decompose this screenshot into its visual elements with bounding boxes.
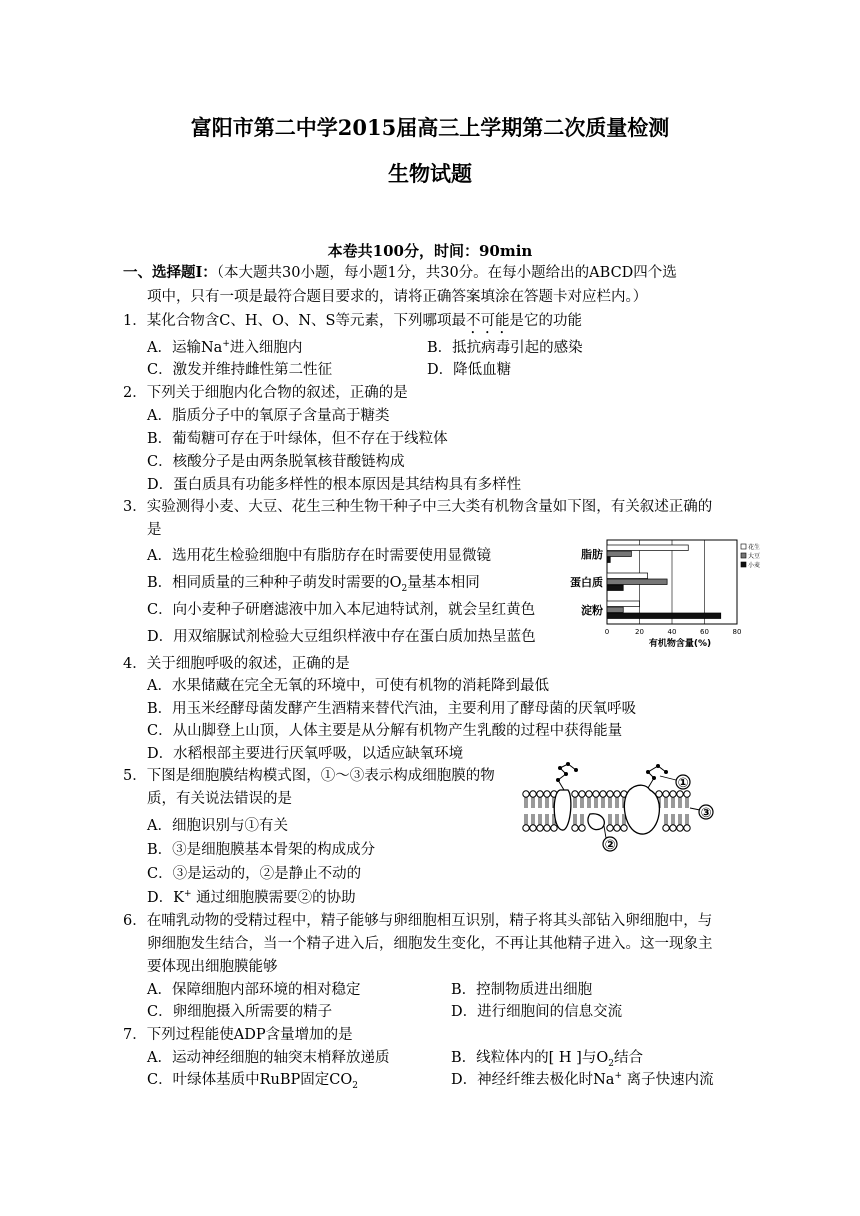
- x-tick-label: 0: [604, 628, 610, 636]
- phospholipid-head: [593, 791, 599, 808]
- question-1-option-b: B．抵抗病毒引起的感染: [427, 340, 583, 356]
- phospholipid-head: [677, 814, 683, 831]
- bar-花生: [607, 601, 640, 607]
- legend-label: 小麦: [748, 562, 761, 569]
- phospholipid-head: [670, 791, 676, 808]
- bar-花生: [607, 573, 648, 579]
- question-4-stem: 4．关于细胞呼吸的叙述，正确的是: [123, 656, 350, 672]
- phospholipid-head: [544, 814, 550, 831]
- bar-大豆: [607, 579, 667, 585]
- legend-label: 大豆: [748, 553, 761, 560]
- question-5-option-b: B．③是细胞膜基本骨架的构成成分: [147, 842, 376, 858]
- x-tick-label: 40: [667, 628, 677, 636]
- phospholipid-head: [586, 791, 592, 808]
- question-3-option-c: C．向小麦种子研磨滤液中加入本尼迪特试剂，就会呈红黄色: [147, 602, 536, 618]
- phospholipid-head: [572, 814, 578, 831]
- section-label: 一、选择题Ⅰ：: [123, 264, 217, 281]
- phospholipid-head: [663, 791, 669, 808]
- question-2-option-a: A．脂质分子中的氧原子含量高于糖类: [147, 408, 390, 424]
- phospholipid-head: [523, 791, 529, 808]
- phospholipid-head: [614, 814, 620, 831]
- phospholipid-head: [544, 791, 550, 808]
- exam-meta: 本卷共100分，时间：90min: [327, 242, 533, 260]
- question-4-option-c: C．从山脚登上山顶，人体主要是从分解有机物产生乳酸的过程中获得能量: [147, 723, 623, 739]
- x-tick-label: 20: [635, 628, 644, 636]
- bar-小麦: [607, 585, 623, 591]
- phospholipid-head: [537, 814, 543, 831]
- question-3-option-b: B．相同质量的三种种子萌发时需要的$O_2$量基本相同: [147, 575, 480, 594]
- phospholipid-head: [579, 791, 585, 808]
- exam-title: 富阳市第二中学2015届高三上学期第二次质量检测: [190, 115, 670, 140]
- phospholipid-head: [572, 791, 578, 808]
- category-label: 脂肪: [581, 548, 603, 561]
- diagram-label-1: ①: [677, 776, 689, 791]
- phospholipid-head: [537, 791, 543, 808]
- diagram-label-2: ②: [604, 838, 616, 853]
- question-7-option-c: C．叶绿体基质中RuBP固定$CO_2$: [147, 1072, 358, 1091]
- phospholipid-head: [579, 814, 585, 831]
- question-6-stem-cont-2: 要体现出细胞膜能够: [147, 959, 278, 975]
- legend-swatch: [741, 544, 746, 549]
- phospholipid-head: [684, 791, 690, 808]
- cell-membrane-diagram: [520, 758, 720, 854]
- legend-swatch: [741, 562, 746, 567]
- phospholipid-head: [614, 791, 620, 808]
- bar-花生: [607, 545, 688, 551]
- question-1-option-a: A．运输Na+进入细胞内: [147, 339, 303, 356]
- x-tick-label: 80: [732, 628, 742, 636]
- phospholipid-head: [677, 791, 683, 808]
- question-1-option-c: C．激发并维持雌性第二性征: [147, 362, 333, 378]
- phospholipid-head: [530, 814, 536, 831]
- x-tick-label: 60: [700, 628, 709, 636]
- question-5-option-a: A．细胞识别与①有关: [147, 818, 288, 834]
- question-7-option-b: B．线粒体内的[ H ]与$O_2$结合: [451, 1050, 643, 1069]
- phospholipid-head: [670, 814, 676, 831]
- membrane-protein-left: [554, 790, 571, 830]
- question-7-option-a: A．运动神经细胞的轴突末梢释放递质: [147, 1050, 390, 1066]
- section-instruction-cont: 项中，只有一项是最符合题目要求的，请将正确答案填涂在答题卡对应栏内。）: [147, 289, 648, 305]
- question-1-option-d: D．降低血糖: [427, 362, 512, 378]
- question-4-option-a: A．水果储藏在完全无氧的环境中，可使有机物的消耗降到最低: [147, 678, 549, 694]
- question-5-stem-cont: 质，有关说法错误的是: [147, 791, 292, 807]
- membrane-protein-middle: [588, 814, 604, 830]
- question-2-stem: 2．下列关于细胞内化合物的叙述，正确的是: [123, 385, 408, 401]
- x-axis-label: 有机物含量(%): [648, 639, 712, 649]
- question-7-stem: 7．下列过程能使ADP含量增加的是: [123, 1027, 353, 1043]
- category-label: 淀粉: [581, 604, 603, 617]
- question-3-option-d: D．用双缩脲试剂检验大豆组织样液中存在蛋白质加热呈蓝色: [147, 629, 536, 645]
- diagram-label-3: ③: [700, 806, 712, 821]
- phospholipid-head: [684, 814, 690, 831]
- phospholipid-head: [607, 814, 613, 831]
- question-2-option-b: B．葡萄糖可存在于叶绿体，但不存在于线粒体: [147, 431, 448, 447]
- legend-swatch: [741, 553, 746, 558]
- question-5-option-c: C．③是运动的，②是静止不动的: [147, 866, 362, 882]
- phospholipid-head: [523, 814, 529, 831]
- bar-小麦: [607, 557, 610, 563]
- question-7-option-d: D．神经纤维去极化时Na+ 离子快速内流: [451, 1071, 714, 1088]
- question-4-option-d: D．水稻根部主要进行厌氧呼吸，以适应缺氧环境: [147, 746, 464, 762]
- phospholipid-head: [663, 814, 669, 831]
- phospholipid-head: [607, 791, 613, 808]
- question-2-option-c: C．核酸分子是由两条脱氧核苷酸链构成: [147, 454, 405, 470]
- question-6-option-a: A．保障细胞内部环境的相对稳定: [147, 982, 361, 998]
- question-1-stem: 1．某化合物含C、H、O、N、S等元素，下列哪项最不可能是它的功能: [123, 313, 582, 329]
- question-3-stem-cont: 是: [147, 522, 162, 538]
- question-6-stem-cont-1: 卵细胞发生结合，当一个精子进入后，细胞发生变化，不再让其他精子进入。这一现象主: [147, 936, 713, 952]
- question-5-stem: 5．下图是细胞膜结构模式图，①～③表示构成细胞膜的物: [123, 768, 495, 784]
- bar-大豆: [607, 551, 631, 557]
- bar-大豆: [607, 607, 623, 613]
- question-3-option-a: A．选用花生检验细胞中有脂肪存在时需要使用显微镜: [147, 548, 491, 564]
- legend-label: 花生: [748, 544, 761, 551]
- phospholipid-head: [530, 791, 536, 808]
- phospholipid-head: [600, 791, 606, 808]
- category-label: 蛋白质: [570, 576, 603, 589]
- exam-subtitle: 生物试题: [388, 161, 472, 186]
- question-6-stem: 6．在哺乳动物的受精过程中，精子能够与卵细胞相互识别，精子将其头部钻入卵细胞中，与: [123, 913, 713, 929]
- bar-小麦: [607, 613, 721, 619]
- question-3-stem: 3．实验测得小麦、大豆、花生三种生物干种子中三大类有机物含量如下图，有关叙述正确的: [123, 499, 713, 515]
- organic-content-chart: [555, 532, 761, 652]
- question-6-option-b: B．控制物质进出细胞: [451, 982, 593, 998]
- question-4-option-b: B．用玉米经酵母菌发酵产生酒精来替代汽油，主要利用了酵母菌的厌氧呼吸: [147, 701, 637, 717]
- membrane-protein-right: [624, 785, 659, 834]
- question-2-option-d: D．蛋白质具有功能多样性的根本原因是其结构具有多样性: [147, 477, 522, 493]
- question-5-option-d: D．K+ 通过细胞膜需要②的协助: [147, 889, 356, 906]
- question-6-option-d: D．进行细胞间的信息交流: [451, 1004, 623, 1020]
- question-6-option-c: C．卵细胞摄入所需要的精子: [147, 1004, 333, 1020]
- section-instruction: 一、选择题Ⅰ：（本大题共30小题，每小题1分，共30分。在每小题给出的ABCD四个选: [123, 264, 677, 281]
